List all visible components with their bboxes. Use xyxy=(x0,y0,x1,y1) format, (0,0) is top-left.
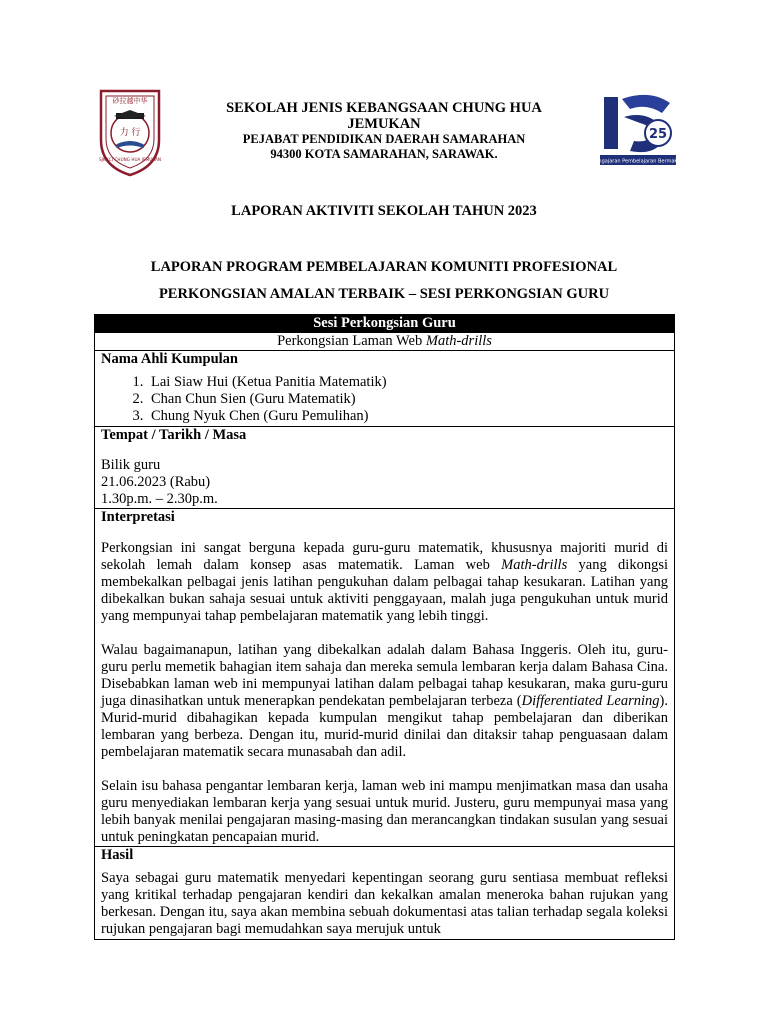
result-section xyxy=(95,847,675,940)
venue-title: Tempat / Tarikh / Masa xyxy=(101,427,247,443)
report-subtitle: PERKONGSIAN AMALAN TERBAIK – SESI PERKONGSIAN GURU xyxy=(158,286,610,302)
venue-section xyxy=(95,427,675,509)
school-address: 94300 KOTA SAMARAHAN, SARAWAK. xyxy=(270,147,498,161)
interpretation-paragraph-2 xyxy=(101,642,668,761)
anniversary-badge-icon xyxy=(592,89,684,169)
interpretation-paragraph-1 xyxy=(101,540,668,625)
interpretation-title: Interpretasi xyxy=(101,509,175,525)
members-list xyxy=(101,374,668,425)
result-paragraph-1: Saya sebagai guru matematik menyedari kepentingan seorang guru sentiasa membuat refleksi yang kritikal terhadap pengajaran kendiri dan kekalkan amalan meneroka bahan rujukan yang berkesan. Dengan itu, saya akan membina sebuah dokumentasi atas talian terhadap segala koleksi rujukan pengajaran bagi memudahkan saya merujuk untuk xyxy=(101,870,668,937)
interpretation-section xyxy=(95,509,675,847)
paragraph-italic: Math-drills xyxy=(501,557,568,573)
report-title: LAPORAN PROGRAM PEMBELAJARAN KOMUNITI PROFESIONAL xyxy=(150,259,618,275)
school-name-line2: JEMUKAN xyxy=(347,116,421,132)
report-table xyxy=(94,314,675,940)
crest-ring-text: SJK (C) CHUNG HUA JEMUKAN xyxy=(99,157,161,162)
paragraph-italic: Differentiated Learning xyxy=(521,693,660,709)
interpretation-paragraph-3: Selain isu bahasa pengantar lembaran kerja, laman web ini mampu menjimatkan masa dan usaha guru menyediakan lembaran kerja yang sesuai untuk murid. Justeru, guru mempunyai masa yang lebih banyak menilai pengajaran masing-masing dan merancangkan tindakan susulan yang sesuai untuk peningkatan pencapaian murid. xyxy=(101,778,668,845)
members-section xyxy=(95,351,675,427)
venue-time: 1.30p.m. – 2.30p.m. xyxy=(101,491,218,507)
paragraph-text: Walau bagaimanapun, latihan yang dibekalkan adalah dalam Bahasa Inggeris. Oleh itu, guru-guru perlu memetik bahagian item sahaja dan mereka semula lembaran kerja dalam Bahasa Cina. Disebabkan laman web ini mempunyai latihan dalam pelbagai tahap kesukaran, maka guru-guru juga dinasihatkan untuk menerapkan pendekatan pembelajaran terbeza ( xyxy=(101,642,668,709)
members-title: Nama Ahli Kumpulan xyxy=(101,351,238,367)
session-topic xyxy=(95,333,675,351)
member-item: 1. Lai Siaw Hui (Ketua Panitia Matematik) xyxy=(147,374,668,391)
member-item: 2. Chan Chun Sien (Guru Matematik) xyxy=(147,391,668,408)
crest-top-text: 砂拉越中华 xyxy=(112,97,148,105)
crest-center-text: 力 行 xyxy=(119,128,141,138)
paragraph-text: yang dikongsi membekalkan pelbagai jenis latihan pengukuhan dalam pelbagai tahap kesukaran. Latihan yang dibekalkan bukan sahaja sesuai untuk aktiviti penggayaan, malah juga pengukuhan untuk murid yang mempunyai tahap pembelajaran matematik yang lebih tinggi. xyxy=(101,557,668,624)
paragraph-text: Perkongsian ini sangat berguna kepada guru-guru matematik, khususnya majoriti murid di sekolah lemah dalam konsep asas matematik. Laman web xyxy=(101,540,668,573)
venue-place: Bilik guru xyxy=(101,457,161,473)
badge-caption: Pengajaran Pembelajaran Bermakna xyxy=(592,158,684,165)
school-info xyxy=(200,100,568,162)
session-heading: Sesi Perkongsian Guru xyxy=(95,315,675,333)
district-office: PEJABAT PENDIDIKAN DAERAH SAMARAHAN xyxy=(242,132,526,146)
venue-date: 21.06.2023 (Rabu) xyxy=(101,474,211,490)
paragraph-text: ). Murid-murid dibahagikan kepada kumpulan mengikut tahap pembelajaran dan diberikan lembaran yang berbeza. Dengan itu, murid-murid dinilai dan ditaksir tahap penguasaan dalam pembelajaran matematik secara munasabah dan adil. xyxy=(101,693,668,760)
session-topic-prefix: Perkongsian Laman Web xyxy=(277,333,426,349)
session-topic-italic: Math-drills xyxy=(425,333,492,349)
school-crest-icon xyxy=(98,88,162,178)
result-title: Hasil xyxy=(101,847,134,863)
school-name-line1: SEKOLAH JENIS KEBANGSAAN CHUNG HUA xyxy=(226,100,542,116)
member-item: 3. Chung Nyuk Chen (Guru Pemulihan) xyxy=(147,408,668,425)
report-year-heading: LAPORAN AKTIVITI SEKOLAH TAHUN 2023 xyxy=(231,203,537,219)
letterhead xyxy=(0,86,768,186)
badge-number: 25 xyxy=(648,127,668,142)
